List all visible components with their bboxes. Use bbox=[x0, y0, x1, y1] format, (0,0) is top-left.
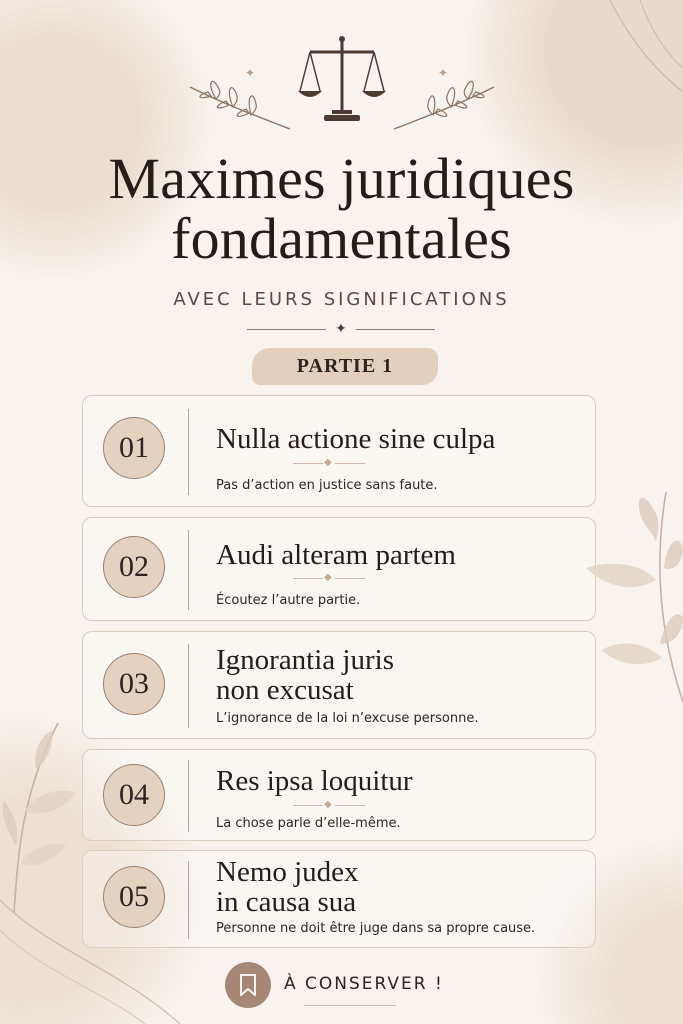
maxim-latin-text bbox=[216, 645, 576, 705]
maxim-latin-text bbox=[216, 857, 576, 917]
maxim-latin-line-1: Ignorantia juris bbox=[216, 644, 394, 676]
maxim-card-03 bbox=[82, 631, 596, 739]
bookmark-badge bbox=[225, 962, 271, 1008]
maxim-number-badge: 03 bbox=[103, 653, 165, 715]
page-title bbox=[0, 146, 683, 271]
sparkle-icon: ✦ bbox=[438, 66, 449, 80]
leaf-branch-right-icon bbox=[586, 492, 683, 702]
mini-divider bbox=[293, 574, 365, 584]
leaf-branch-left-icon bbox=[0, 723, 84, 913]
diamond-icon: ◆ bbox=[324, 457, 332, 468]
laurel-right-icon bbox=[392, 65, 496, 131]
maxim-latin-line-2: non excusat bbox=[216, 674, 354, 706]
mini-divider bbox=[293, 801, 365, 811]
maxim-latin-text bbox=[216, 766, 576, 796]
maxim-latin-text bbox=[216, 424, 576, 454]
maxim-card-02 bbox=[82, 517, 596, 621]
divider-line-right bbox=[356, 329, 435, 330]
part-badge: PARTIE 1 bbox=[252, 348, 438, 385]
maxim-latin-line-2: in causa sua bbox=[216, 886, 357, 918]
footer-label: À CONSERVER ! bbox=[284, 974, 444, 994]
card-divider-line bbox=[188, 530, 189, 610]
diamond-icon: ◆ bbox=[324, 572, 332, 583]
maxim-meaning: Personne ne doit être juge dans sa propre cause. bbox=[216, 921, 536, 936]
scales-of-justice-icon bbox=[292, 33, 392, 125]
maxim-meaning: L’ignorance de la loi n’excuse personne. bbox=[216, 711, 479, 726]
title-line-1: Maximes juridiques bbox=[108, 146, 575, 211]
maxim-latin-line-1: Audi alteram partem bbox=[216, 539, 456, 571]
maxim-meaning: Pas d’action en justice sans faute. bbox=[216, 478, 438, 493]
maxim-number-badge: 04 bbox=[103, 764, 165, 826]
maxim-card-04 bbox=[82, 749, 596, 841]
maxim-number-badge: 05 bbox=[103, 866, 165, 928]
card-divider-line bbox=[188, 409, 189, 495]
card-divider-line bbox=[188, 861, 189, 939]
diamond-icon: ◆ bbox=[324, 799, 332, 810]
maxim-latin-text bbox=[216, 540, 576, 570]
laurel-left-icon bbox=[188, 65, 292, 131]
card-divider-line bbox=[188, 760, 189, 832]
title-divider bbox=[247, 321, 435, 339]
maxim-number-badge: 02 bbox=[103, 536, 165, 598]
title-line-2: fondamentales bbox=[171, 206, 512, 271]
card-divider-line bbox=[188, 644, 189, 728]
maxim-latin-line-1: Nemo judex bbox=[216, 856, 359, 888]
sparkle-icon: ✦ bbox=[245, 66, 256, 80]
footer-underline bbox=[304, 1005, 396, 1006]
maxim-number-badge: 01 bbox=[103, 417, 165, 479]
subtitle: AVEC LEURS SIGNIFICATIONS bbox=[173, 289, 510, 310]
maxim-latin-line-1: Nulla actione sine culpa bbox=[216, 423, 496, 455]
maxim-latin-line-1: Res ipsa loquitur bbox=[216, 765, 413, 797]
maxim-meaning: Écoutez l’autre partie. bbox=[216, 593, 361, 608]
mini-divider bbox=[293, 459, 365, 469]
bookmark-icon bbox=[239, 974, 257, 996]
maxim-card-01 bbox=[82, 395, 596, 507]
diamond-icon: ✦ bbox=[335, 321, 347, 337]
maxim-meaning: La chose parle d’elle-même. bbox=[216, 816, 401, 831]
divider-line-left bbox=[247, 329, 326, 330]
maxim-card-05 bbox=[82, 850, 596, 948]
